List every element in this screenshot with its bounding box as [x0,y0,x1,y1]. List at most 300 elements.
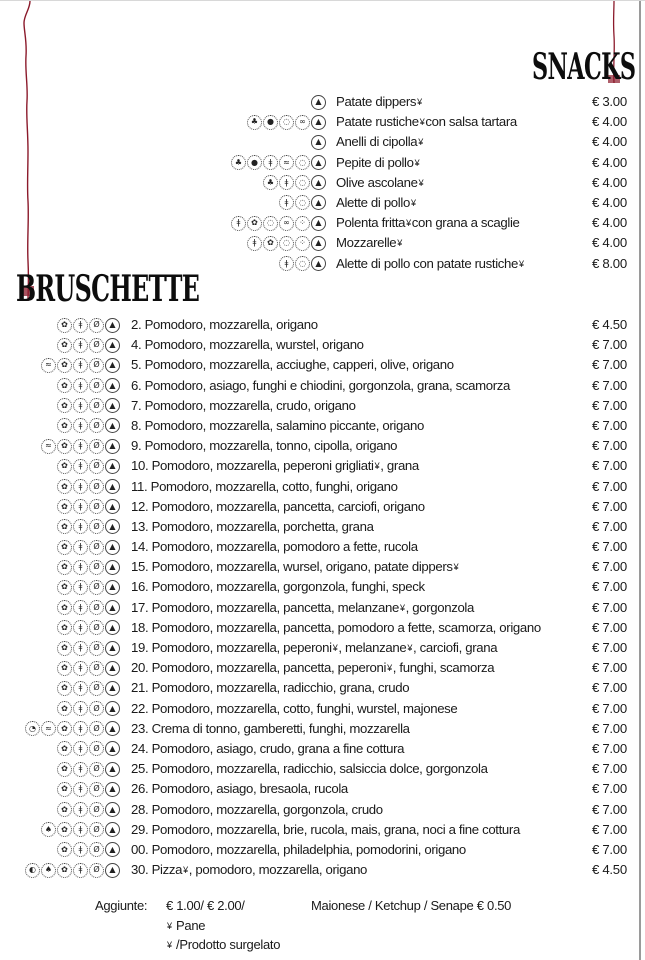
sulphite-allergen-icon: Ø [89,499,104,514]
menu-item [0,477,645,497]
fire-allergen-icon: ▲ [311,216,326,231]
fire-allergen-icon: ▲ [311,95,326,110]
frozen-icon: ¥ [332,643,338,653]
sulphite-allergen-icon: Ø [89,863,104,878]
menu-item [0,355,645,375]
item-name-tail: , grana [380,458,419,474]
item-name-text: 13. Pomodoro, mozzarella, porchetta, grana [131,518,374,534]
menu-item [0,577,645,597]
milk-allergen-icon: ǂ [73,741,88,756]
milk-allergen-icon: ǂ [279,195,294,210]
menu-item [0,638,645,658]
item-name-tail: , pomodoro, mozzarella, origano [188,862,368,878]
gluten-allergen-icon: ✿ [57,661,72,676]
item-name [131,497,425,517]
gluten-allergen-icon: ✿ [57,762,72,777]
item-name-text: 24. Pomodoro, asiago, crudo, grana a fine cottura [131,740,405,756]
milk-allergen-icon: ǂ [73,721,88,736]
item-name-text: 25. Pomodoro, mozzarella, radicchio, salsiccia dolce, gorgonzola [131,761,488,777]
fire-allergen-icon: ▲ [105,822,120,837]
item-name-text: Patate rustiche [336,114,419,130]
item-name-text: 23. Crema di tonno, gamberetti, funghi, mozzarella [131,720,410,736]
section-title-bruschette: BRUSCHETTE [16,268,200,310]
item-name [131,779,348,799]
footer-legend-pane [166,918,205,933]
gluten-allergen-icon: ✿ [57,398,72,413]
item-price: € 7.00 [592,680,627,696]
item-name [131,719,410,739]
milk-allergen-icon: ǂ [73,519,88,534]
menu-item [0,376,645,396]
milk-allergen-icon: ǂ [73,499,88,514]
item-name-text: 5. Pomodoro, mozzarella, acciughe, capperi, olive, origano [131,357,454,373]
milk-allergen-icon: ǂ [73,620,88,635]
item-name-text: 7. Pomodoro, mozzarella, crudo, origano [131,397,356,413]
milk-allergen-icon: ǂ [279,256,294,271]
item-price: € 4.00 [592,154,627,170]
menu-item [0,658,645,678]
fire-allergen-icon: ▲ [105,459,120,474]
fire-allergen-icon: ▲ [105,600,120,615]
egg-allergen-icon: ● [247,155,262,170]
menu-item [0,598,645,618]
item-name-text: 4. Pomodoro, mozzarella, wurstel, origano [131,337,364,353]
sulphite-allergen-icon: Ø [89,661,104,676]
item-name-text: 12. Pomodoro, mozzarella, pancetta, carciofi, origano [131,498,425,514]
item-price: € 4.50 [592,862,627,878]
item-name-text: Alette di pollo con patate rustiche [336,255,519,271]
fire-allergen-icon: ▲ [311,256,326,271]
item-name [131,355,454,375]
menu-item [0,739,645,759]
item-name-text: 17. Pomodoro, mozzarella, pancetta, melanzane [131,599,399,615]
gluten-allergen-icon: ✿ [57,519,72,534]
fire-allergen-icon: ▲ [105,338,120,353]
sulphite-allergen-icon: Ø [89,318,104,333]
milk-allergen-icon: ǂ [73,762,88,777]
item-price: € 7.00 [592,438,627,454]
item-price: € 7.00 [592,559,627,575]
item-price: € 4.00 [592,174,627,190]
frozen-icon: ¥ [419,117,425,128]
item-name-text: Anelli di cipolla [336,134,418,150]
item-price: € 7.00 [592,660,627,676]
frozen-icon: ¥ [407,643,412,653]
fire-allergen-icon: ▲ [105,398,120,413]
milk-allergen-icon: ǂ [73,580,88,595]
fire-allergen-icon: ▲ [105,560,120,575]
item-price: € 7.00 [592,740,627,756]
bruschette-list [0,315,645,880]
footer-aggiunte-prices: € 1.00/ € 2.00/ [166,898,245,913]
item-name-text: 14. Pomodoro, mozzarella, pomodoro a fette, rucola [131,539,418,555]
fire-allergen-icon: ▲ [311,236,326,251]
menu-item [0,436,645,456]
item-name-tail: , gorgonzola [405,599,474,615]
item-name-tail: , carciofi, grana [413,640,498,655]
frozen-icon: ¥ [183,865,188,876]
milk-allergen-icon: ǂ [73,459,88,474]
mustard-allergen-icon: ◌ [295,195,310,210]
item-name-text: 29. Pomodoro, mozzarella, brie, rucola, mais, grana, noci a fine cottura [131,821,520,837]
sulphite-allergen-icon: Ø [89,701,104,716]
gluten-allergen-icon: ✿ [57,782,72,797]
gluten-allergen-icon: ✿ [57,721,72,736]
item-price: € 7.00 [592,518,627,534]
sulphite-allergen-icon: Ø [89,741,104,756]
gluten-allergen-icon: ✿ [57,540,72,555]
item-price: € 4.00 [592,235,627,251]
sulphite-allergen-icon: Ø [89,600,104,615]
footer-legend-frozen [166,937,280,952]
sulphite-allergen-icon: Ø [89,479,104,494]
milk-allergen-icon: ǂ [73,802,88,817]
menu-item [0,840,645,860]
fire-allergen-icon: ▲ [105,681,120,696]
gluten-allergen-icon: ✿ [57,822,72,837]
fire-allergen-icon: ▲ [105,721,120,736]
gluten-allergen-icon: ✿ [57,701,72,716]
fire-allergen-icon: ▲ [105,499,120,514]
nuts-allergen-icon: ♠ [41,863,56,878]
menu-item [0,213,645,233]
milk-allergen-icon: ǂ [73,782,88,797]
fish-allergen-icon: ≈ [279,155,294,170]
item-name-tail: , funghi, scamorza [392,660,495,676]
sulphite-allergen-icon: Ø [89,681,104,696]
item-name [131,477,398,497]
item-name [336,213,520,233]
item-name-text: 28. Pomodoro, mozzarella, gorgonzola, crudo [131,801,383,817]
menu-item [0,112,645,132]
item-name-text: 30. Pizza [131,862,183,878]
sulphite-allergen-icon: Ø [89,540,104,555]
milk-allergen-icon: ǂ [73,439,88,454]
menu-item [0,820,645,840]
item-name-text: Pepite di pollo [336,154,414,170]
fire-allergen-icon: ▲ [105,358,120,373]
item-price: € 7.00 [592,619,627,635]
fire-allergen-icon: ▲ [105,802,120,817]
menu-item [0,800,645,820]
fire-allergen-icon: ▲ [105,540,120,555]
item-name-suffix: con salsa tartara [425,114,517,130]
milk-allergen-icon: ǂ [73,398,88,413]
fire-allergen-icon: ▲ [105,378,120,393]
item-name-text: Patate dippers [336,94,417,109]
item-name [131,618,541,638]
sulphite-allergen-icon: Ø [89,620,104,635]
menu-item [0,132,645,152]
item-name [131,840,466,860]
milk-allergen-icon: ǂ [247,236,262,251]
item-name-text: 21. Pomodoro, mozzarella, radicchio, grana, crudo [131,680,410,696]
fire-allergen-icon: ▲ [311,135,326,150]
item-name [131,577,425,597]
menu-item [0,233,645,253]
item-price: € 7.00 [592,801,627,817]
menu-item [0,173,645,193]
item-name [131,537,418,557]
item-name-text: 9. Pomodoro, mozzarella, tonno, cipolla, origano [131,438,398,454]
egg-allergen-icon: ● [263,115,278,130]
fire-allergen-icon: ▲ [105,418,120,433]
sesame-allergen-icon: ⁘ [295,236,310,251]
item-name-text: 6. Pomodoro, asiago, funghi e chiodini, gorgonzola, grana, scamorza [131,377,511,393]
item-name-text: 15. Pomodoro, mozzarella, wursel, origano, patate dippers [131,559,453,575]
gluten-allergen-icon: ✿ [57,479,72,494]
mustard-allergen-icon: ◌ [279,115,294,130]
item-name-tail: , melanzane [338,640,407,655]
milk-allergen-icon: ǂ [73,641,88,656]
milk-allergen-icon: ǂ [73,338,88,353]
item-name [131,436,397,456]
frozen-icon: ¥ [453,562,459,573]
item-name [131,335,364,355]
item-name [131,456,419,476]
soy-allergen-icon: ∞ [295,115,310,130]
gluten-allergen-icon: ✿ [57,580,72,595]
item-name-suffix: con grana a scaglie [411,215,520,231]
menu-item [0,517,645,537]
item-price: € 7.00 [592,498,627,514]
item-name [131,658,494,678]
fire-allergen-icon: ▲ [311,175,326,190]
gluten-allergen-icon: ✿ [263,236,278,251]
fire-allergen-icon: ▲ [105,439,120,454]
fire-allergen-icon: ▲ [105,641,120,656]
milk-allergen-icon: ǂ [73,479,88,494]
footer-sauces: Maionese / Ketchup / Senape € 0.50 [311,898,512,913]
sulphite-allergen-icon: Ø [89,802,104,817]
item-price: € 7.00 [592,458,627,474]
menu-item [0,396,645,416]
item-name [131,860,367,880]
gluten-allergen-icon: ✿ [57,641,72,656]
milk-allergen-icon: ǂ [73,560,88,575]
item-price: € 7.00 [592,397,627,413]
item-price: € 7.00 [592,700,627,716]
legend-text: Pane [176,918,206,933]
mustard-allergen-icon: ◌ [263,216,278,231]
fish-allergen-icon: ≈ [41,358,56,373]
item-name [131,699,457,719]
menu-item [0,678,645,698]
soy-allergen-icon: ∞ [279,216,294,231]
item-name [131,820,520,840]
item-name-text: 16. Pomodoro, mozzarella, gorgonzola, funghi, speck [131,579,425,595]
milk-allergen-icon: ǂ [73,661,88,676]
frozen-icon: ¥ [397,238,402,249]
gluten-allergen-icon: ✿ [57,863,72,878]
frozen-icon: ¥ [406,218,411,229]
milk-allergen-icon: ǂ [73,842,88,857]
item-price: € 7.00 [592,478,627,494]
item-name [131,598,474,618]
item-name [336,92,423,112]
fire-allergen-icon: ▲ [105,701,120,716]
item-price: € 4.00 [592,194,627,210]
item-name [131,315,318,335]
item-price: € 7.00 [592,599,627,615]
item-name [336,173,424,193]
fire-allergen-icon: ▲ [105,762,120,777]
item-name [336,153,420,173]
item-price: € 4.00 [592,215,627,231]
fish-allergen-icon: ≈ [41,721,56,736]
gluten-allergen-icon: ✿ [57,600,72,615]
item-price: € 7.00 [592,781,627,797]
item-name-text: Alette di pollo [336,194,410,210]
gluten-allergen-icon: ✿ [57,358,72,373]
frozen-icon: ¥ [399,602,405,613]
item-name-text: 19. Pomodoro, mozzarella, peperoni [131,640,332,655]
item-name [131,557,459,577]
menu-item [0,92,645,112]
fire-allergen-icon: ▲ [105,620,120,635]
fish-allergen-icon: ≈ [41,439,56,454]
item-name [131,678,409,698]
menu-item [0,416,645,436]
item-name [336,193,417,213]
gluten-allergen-icon: ✿ [57,439,72,454]
item-price: € 7.00 [592,417,627,433]
menu-item [0,699,645,719]
frozen-icon: ¥ [374,461,380,472]
sulphite-allergen-icon: Ø [89,378,104,393]
item-name [336,254,525,274]
snacks-list [0,92,645,274]
item-name [336,233,403,253]
section-title-snacks: SNACKS [532,46,636,88]
item-price: € 7.00 [592,337,627,353]
item-price: € 7.00 [592,579,627,595]
frozen-icon: ¥ [418,177,424,188]
lupin-allergen-icon: ◐ [25,863,40,878]
frozen-icon: ¥ [417,97,422,107]
item-price: € 7.00 [592,640,627,655]
sulphite-allergen-icon: Ø [89,721,104,736]
fire-allergen-icon: ▲ [311,195,326,210]
menu-item [0,497,645,517]
item-name [131,638,497,658]
sulphite-allergen-icon: Ø [89,418,104,433]
item-name [131,800,383,820]
item-name [336,112,517,132]
milk-allergen-icon: ǂ [73,318,88,333]
menu-item [0,759,645,779]
item-name-text: 00. Pomodoro, mozzarella, philadelphia, pomodorini, origano [131,841,466,857]
frozen-icon: ¥ [387,663,392,674]
item-price: € 4.00 [592,134,627,150]
gluten-allergen-icon: ✿ [57,418,72,433]
item-name-text: 22. Pomodoro, mozzarella, cotto, funghi, wurstel, majonese [131,700,458,716]
sulphite-allergen-icon: Ø [89,641,104,656]
sulphite-allergen-icon: Ø [89,822,104,837]
gluten-allergen-icon: ✿ [57,560,72,575]
legend-text: /Prodotto surgelato [176,937,281,952]
sulphite-allergen-icon: Ø [89,439,104,454]
celery-allergen-icon: ♣ [247,115,262,130]
item-name [131,517,374,537]
item-name-text: Mozzarelle [336,235,397,251]
milk-allergen-icon: ǂ [73,358,88,373]
sulphite-allergen-icon: Ø [89,762,104,777]
milk-allergen-icon: ǂ [73,701,88,716]
item-name [131,739,404,759]
fire-allergen-icon: ▲ [105,580,120,595]
item-price: € 8.00 [592,255,627,271]
sulphite-allergen-icon: Ø [89,338,104,353]
fire-allergen-icon: ▲ [105,519,120,534]
sulphite-allergen-icon: Ø [89,358,104,373]
item-price: € 7.00 [592,539,627,555]
gluten-allergen-icon: ✿ [57,741,72,756]
celery-allergen-icon: ♣ [231,155,246,170]
sulphite-allergen-icon: Ø [89,580,104,595]
item-name-text: 26. Pomodoro, asiago, bresaola, rucola [131,781,348,797]
item-name-text: 8. Pomodoro, mozzarella, salamino piccante, origano [131,417,424,433]
frozen-icon: ¥ [519,258,524,269]
item-name-text: Olive ascolane [336,174,418,190]
menu-item [0,153,645,173]
milk-allergen-icon: ǂ [73,418,88,433]
footer-aggiunte-label: Aggiunte: [95,898,148,913]
menu-item [0,335,645,355]
item-price: € 7.00 [592,841,627,857]
gluten-allergen-icon: ✿ [57,318,72,333]
sulphite-allergen-icon: Ø [89,398,104,413]
item-name [336,132,424,152]
menu-item [0,719,645,739]
sulphite-allergen-icon: Ø [89,459,104,474]
celery-allergen-icon: ♣ [263,175,278,190]
mustard-allergen-icon: ◌ [295,175,310,190]
item-name-text: 10. Pomodoro, mozzarella, peperoni grigliati [131,458,374,474]
menu-item [0,779,645,799]
sesame-allergen-icon: ⁘ [295,216,310,231]
gluten-allergen-icon: ✿ [57,620,72,635]
gluten-allergen-icon: ✿ [57,338,72,353]
milk-allergen-icon: ǂ [73,822,88,837]
item-price: € 7.00 [592,357,627,373]
menu-item [0,618,645,638]
sulphite-allergen-icon: Ø [89,842,104,857]
frozen-icon: ¥ [167,921,172,931]
mustard-allergen-icon: ◌ [295,155,310,170]
gluten-allergen-icon: ✿ [57,802,72,817]
mustard-allergen-icon: ◌ [295,256,310,271]
milk-allergen-icon: ǂ [73,540,88,555]
gluten-allergen-icon: ✿ [57,681,72,696]
item-name [131,416,424,436]
milk-allergen-icon: ǂ [231,216,246,231]
fire-allergen-icon: ▲ [105,661,120,676]
fire-allergen-icon: ▲ [105,842,120,857]
fire-allergen-icon: ▲ [105,479,120,494]
sulphite-allergen-icon: Ø [89,560,104,575]
menu-item [0,193,645,213]
item-name [131,759,488,779]
menu-item [0,315,645,335]
item-name [131,396,356,416]
fire-allergen-icon: ▲ [105,318,120,333]
fire-allergen-icon: ▲ [105,741,120,756]
sulphite-allergen-icon: Ø [89,519,104,534]
milk-allergen-icon: ǂ [73,681,88,696]
menu-item [0,537,645,557]
item-name-text: 2. Pomodoro, mozzarella, origano [131,317,318,332]
